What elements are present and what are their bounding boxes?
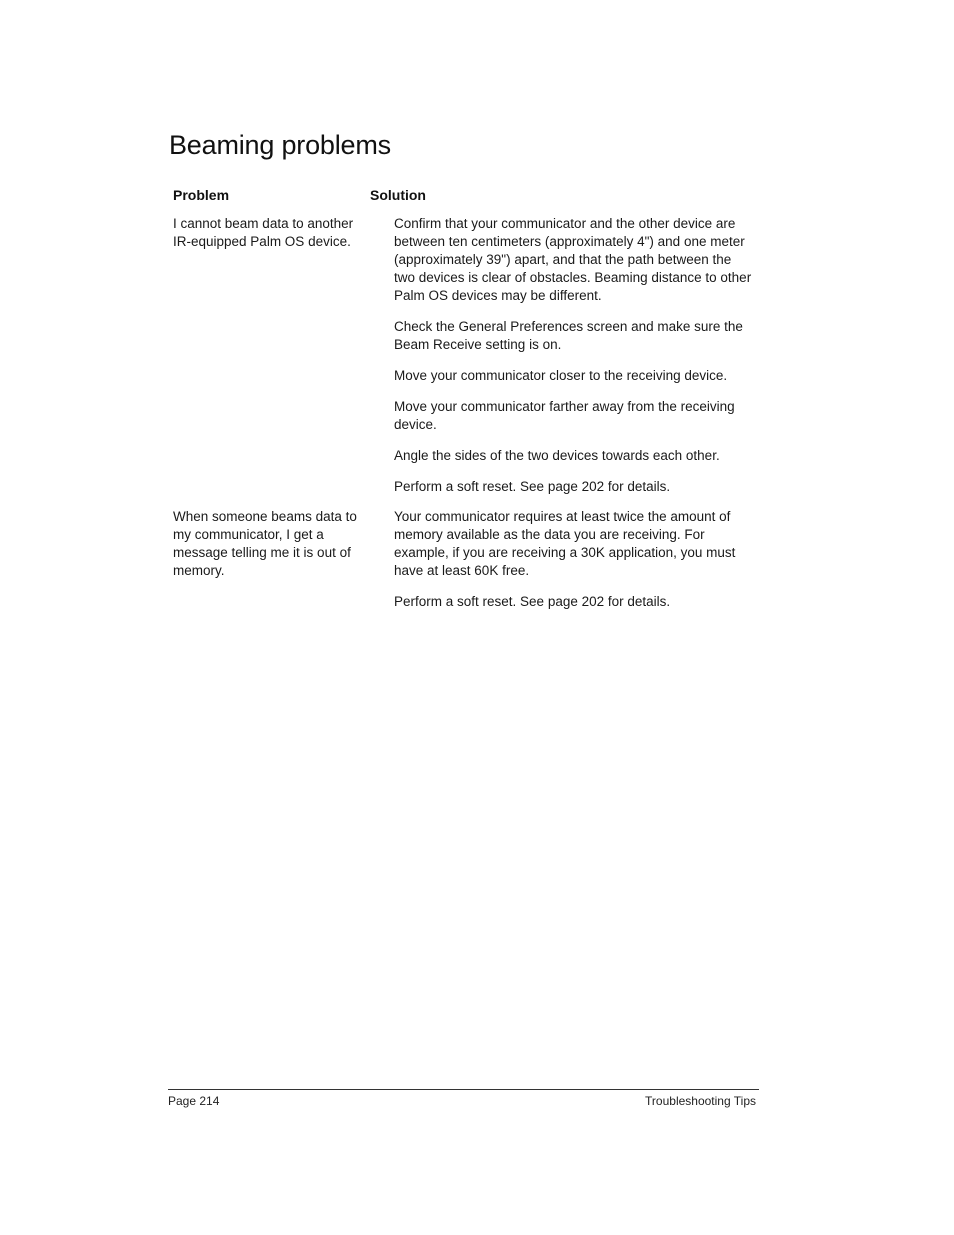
solution-item: Perform a soft reset. See page 202 for details. <box>394 594 671 609</box>
column-header-solution: Solution <box>370 187 426 203</box>
solution-item: Confirm that your communicator and the other device are between ten centimeters (approximately 4") and one meter (approximately 39") apart, and that the path between the two devices is clear of obstacles. Beaming distance to other Palm OS devices may be different. <box>394 216 752 303</box>
solution-item: Check the General Preferences screen and make sure the Beam Receive setting is on. <box>394 319 743 352</box>
solution-list <box>394 508 754 624</box>
column-header-problem: Problem <box>173 187 230 203</box>
page-title: Beaming problems <box>169 130 391 160</box>
solution-list <box>394 215 754 509</box>
footer-divider <box>168 1089 759 1090</box>
solution-item: Move your communicator closer to the receiving device. <box>394 368 728 383</box>
solution-item: Perform a soft reset. See page 202 for details. <box>394 479 671 494</box>
solution-item: Your communicator requires at least twice the amount of memory available as the data you are receiving. For example, if you are receiving a 30K application, you must have at least 60K free. <box>394 509 736 578</box>
footer-section-name: Troubleshooting Tips <box>645 1094 756 1108</box>
solution-item: Angle the sides of the two devices towards each other. <box>394 448 720 463</box>
solution-item: Move your communicator farther away from the receiving device. <box>394 399 735 432</box>
problem-text: I cannot beam data to another IR-equipped Palm OS device. <box>173 216 354 249</box>
problem-text: When someone beams data to my communicator, I get a message telling me it is out of memory. <box>173 509 357 578</box>
footer-page-number: Page 214 <box>168 1094 220 1108</box>
